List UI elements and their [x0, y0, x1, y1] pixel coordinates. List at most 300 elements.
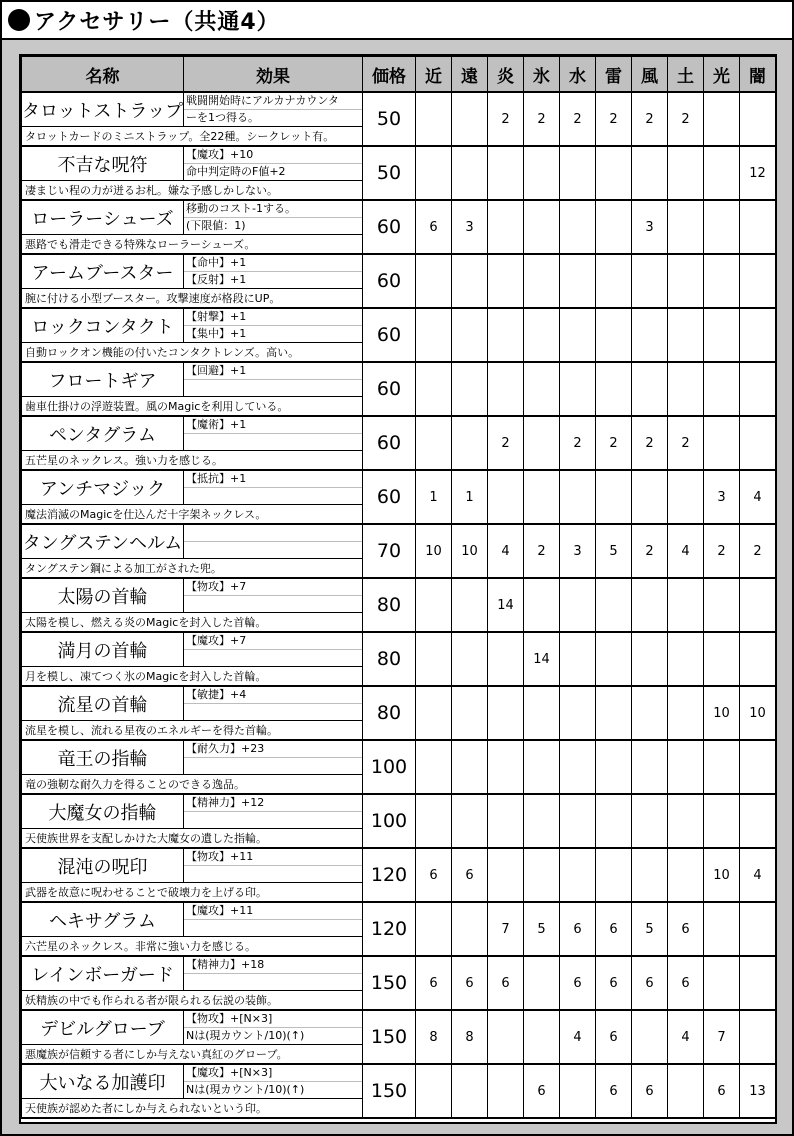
- resistance-value: [416, 416, 452, 470]
- resistance-value: 10: [704, 686, 740, 740]
- resistance-value: [704, 416, 740, 470]
- resistance-value: [632, 794, 668, 848]
- resistance-value: [596, 632, 632, 686]
- effect-line: [184, 649, 362, 666]
- item-price: 60: [363, 200, 416, 254]
- item-price: 120: [363, 902, 416, 956]
- resistance-value: [668, 794, 704, 848]
- table-row: [22, 578, 776, 613]
- resistance-value: 10: [416, 524, 452, 578]
- resistance-value: 4: [560, 1010, 596, 1064]
- resistance-value: [632, 308, 668, 362]
- item-effect: [184, 740, 363, 775]
- table-row: [22, 92, 776, 127]
- resistance-value: 6: [488, 956, 524, 1010]
- resistance-value: [704, 740, 740, 794]
- item-effect: [184, 200, 363, 235]
- effect-line: 【射撃】+1: [186, 310, 247, 323]
- item-effect: [184, 146, 363, 181]
- column-header: 闇: [740, 57, 776, 93]
- effect-line: 【物攻】+7: [186, 580, 247, 593]
- resistance-value: 3: [632, 200, 668, 254]
- resistance-value: [704, 578, 740, 632]
- resistance-value: [704, 902, 740, 956]
- resistance-value: 2: [488, 92, 524, 146]
- item-price: 80: [363, 578, 416, 632]
- resistance-value: 3: [560, 524, 596, 578]
- resistance-value: [740, 956, 776, 1010]
- table-row: [22, 200, 776, 235]
- accessory-table-panel: [19, 54, 777, 1124]
- effect-line: 【物攻】+[N×3]: [186, 1012, 273, 1025]
- item-name: フロートギア: [22, 362, 184, 397]
- resistance-value: 6: [416, 200, 452, 254]
- resistance-value: [596, 740, 632, 794]
- item-effect: [184, 92, 363, 127]
- resistance-value: 10: [704, 848, 740, 902]
- item-name: 太陽の首輪: [22, 578, 184, 613]
- effect-line: 【魔攻】+7: [186, 634, 247, 647]
- resistance-value: [596, 200, 632, 254]
- resistance-value: [668, 308, 704, 362]
- resistance-value: 2: [596, 92, 632, 146]
- effect-line: Nは(現カウント/10)(↑): [184, 1081, 362, 1098]
- item-effect: [184, 902, 363, 937]
- resistance-value: 6: [668, 902, 704, 956]
- effect-line: [184, 757, 362, 774]
- resistance-value: [560, 308, 596, 362]
- resistance-value: [452, 740, 488, 794]
- item-effect: [184, 308, 363, 343]
- item-name: 不吉な呪符: [22, 146, 184, 181]
- resistance-value: [632, 470, 668, 524]
- column-header: 光: [704, 57, 740, 93]
- resistance-value: 2: [560, 92, 596, 146]
- item-name: 大魔女の指輪: [22, 794, 184, 829]
- resistance-value: [704, 146, 740, 200]
- resistance-value: 4: [740, 848, 776, 902]
- resistance-value: [596, 146, 632, 200]
- item-name: タングステンヘルム: [22, 524, 184, 559]
- column-header: 価格: [363, 57, 416, 93]
- effect-line: (下限値：1): [184, 217, 362, 234]
- resistance-value: [632, 686, 668, 740]
- resistance-value: 3: [452, 200, 488, 254]
- resistance-value: [668, 1064, 704, 1118]
- resistance-value: [488, 254, 524, 308]
- header-row: [22, 57, 776, 93]
- bullet-icon: [8, 9, 30, 31]
- item-price: 120: [363, 848, 416, 902]
- resistance-value: [452, 578, 488, 632]
- resistance-value: 14: [524, 632, 560, 686]
- resistance-value: [524, 362, 560, 416]
- resistance-value: [632, 362, 668, 416]
- resistance-value: [488, 470, 524, 524]
- item-description: 六芒星のネックレス。非常に強い力を感じる。: [22, 937, 363, 957]
- resistance-value: [524, 956, 560, 1010]
- item-description: 流星を模し、流れる星夜のエネルギーを得た首輪。: [22, 721, 363, 741]
- effect-line: 【回避】+1: [186, 364, 247, 377]
- resistance-value: [740, 740, 776, 794]
- resistance-value: 1: [452, 470, 488, 524]
- resistance-value: 4: [740, 470, 776, 524]
- resistance-value: 6: [668, 956, 704, 1010]
- item-price: 60: [363, 254, 416, 308]
- item-effect: [184, 470, 363, 505]
- effect-line: [184, 865, 362, 882]
- item-effect: [184, 848, 363, 883]
- effect-line: [184, 541, 362, 558]
- resistance-value: [488, 1064, 524, 1118]
- item-price: 100: [363, 794, 416, 848]
- resistance-value: [560, 848, 596, 902]
- item-description: 凄まじい程の力が迸るお札。嫌な予感しかしない。: [22, 181, 363, 201]
- resistance-value: [452, 92, 488, 146]
- resistance-value: [668, 470, 704, 524]
- resistance-value: [704, 794, 740, 848]
- item-price: 150: [363, 1064, 416, 1118]
- table-row: [22, 1064, 776, 1099]
- resistance-value: 6: [452, 956, 488, 1010]
- resistance-value: [596, 686, 632, 740]
- resistance-value: [524, 578, 560, 632]
- resistance-value: [488, 362, 524, 416]
- resistance-value: 10: [740, 686, 776, 740]
- resistance-value: [632, 254, 668, 308]
- item-description: 歯車仕掛けの浮遊装置。風のMagicを利用している。: [22, 397, 363, 417]
- resistance-value: [668, 740, 704, 794]
- resistance-value: [668, 254, 704, 308]
- item-name: 竜王の指輪: [22, 740, 184, 775]
- item-effect: [184, 794, 363, 829]
- resistance-value: [452, 1064, 488, 1118]
- resistance-value: 2: [632, 92, 668, 146]
- column-header: 雷: [596, 57, 632, 93]
- effect-line: 【命中】+1: [186, 256, 247, 269]
- column-header: 遠: [452, 57, 488, 93]
- resistance-value: 8: [416, 1010, 452, 1064]
- item-effect: [184, 956, 363, 991]
- resistance-value: [524, 848, 560, 902]
- table-row: [22, 362, 776, 397]
- item-description: 太陽を模し、燃える炎のMagicを封入した首輪。: [22, 613, 363, 633]
- table-row: [22, 308, 776, 343]
- item-effect: [184, 1010, 363, 1045]
- resistance-value: [416, 254, 452, 308]
- resistance-value: [452, 902, 488, 956]
- item-description: 腕に付ける小型ブースター。攻撃速度が格段にUP。: [22, 289, 363, 309]
- resistance-value: [560, 740, 596, 794]
- resistance-value: [740, 308, 776, 362]
- effect-line: 移動のコスト-1する。: [186, 202, 296, 215]
- effect-line: 【精神力】+18: [186, 958, 265, 971]
- resistance-value: 2: [704, 524, 740, 578]
- resistance-value: 6: [632, 1064, 668, 1118]
- item-description: タングステン鋼による加工がされた兜。: [22, 559, 363, 579]
- column-header: 効果: [184, 57, 363, 93]
- item-description: 自動ロックオン機能の付いたコンタクトレンズ。高い。: [22, 343, 363, 363]
- item-effect: [184, 632, 363, 667]
- table-row: [22, 146, 776, 181]
- resistance-value: 13: [740, 1064, 776, 1118]
- item-price: 80: [363, 632, 416, 686]
- resistance-value: 6: [416, 848, 452, 902]
- resistance-value: [416, 794, 452, 848]
- resistance-value: 6: [560, 902, 596, 956]
- resistance-value: [596, 848, 632, 902]
- resistance-value: [560, 578, 596, 632]
- resistance-value: [740, 200, 776, 254]
- effect-line: 命中判定時のF値+2: [184, 163, 362, 180]
- item-description: タロットカードのミニストラップ。全22種。シークレット有。: [22, 127, 363, 147]
- resistance-value: 7: [704, 1010, 740, 1064]
- item-description: 天使族世界を支配しかけた大魔女の遺した指輪。: [22, 829, 363, 849]
- resistance-value: [740, 794, 776, 848]
- item-description: 妖精族の中でも作られる者が限られる伝説の装飾。: [22, 991, 363, 1011]
- item-name: アームブースター: [22, 254, 184, 289]
- resistance-value: 6: [596, 1010, 632, 1064]
- item-price: 60: [363, 362, 416, 416]
- resistance-value: [452, 794, 488, 848]
- resistance-value: [524, 740, 560, 794]
- resistance-value: [524, 1010, 560, 1064]
- item-effect: [184, 578, 363, 613]
- item-price: 80: [363, 686, 416, 740]
- item-name: タロットストラップ: [22, 92, 184, 127]
- resistance-value: [524, 308, 560, 362]
- item-effect: [184, 254, 363, 289]
- resistance-value: 2: [668, 92, 704, 146]
- item-name: ロックコンタクト: [22, 308, 184, 343]
- resistance-value: [560, 632, 596, 686]
- item-description: 悪路でも滑走できる特殊なローラーシューズ。: [22, 235, 363, 255]
- effect-line: [184, 525, 362, 541]
- item-description: 天使族が認めた者にしか与えられないという印。: [22, 1099, 363, 1119]
- table-row: [22, 1010, 776, 1045]
- resistance-value: 6: [596, 1064, 632, 1118]
- resistance-value: 4: [668, 524, 704, 578]
- effect-line: [184, 379, 362, 396]
- item-effect: [184, 686, 363, 721]
- resistance-value: [632, 578, 668, 632]
- resistance-value: [704, 254, 740, 308]
- resistance-value: 6: [452, 848, 488, 902]
- table-row: [22, 740, 776, 775]
- item-price: 150: [363, 956, 416, 1010]
- resistance-value: 7: [488, 902, 524, 956]
- resistance-value: [632, 632, 668, 686]
- resistance-value: [560, 686, 596, 740]
- resistance-value: 2: [668, 416, 704, 470]
- resistance-value: 6: [596, 956, 632, 1010]
- table-row: [22, 848, 776, 883]
- effect-line: 【耐久力】+23: [186, 742, 265, 755]
- table-row: [22, 686, 776, 721]
- resistance-value: [416, 362, 452, 416]
- resistance-value: 2: [632, 416, 668, 470]
- resistance-value: [452, 146, 488, 200]
- resistance-value: [452, 632, 488, 686]
- resistance-value: [596, 362, 632, 416]
- effect-line: [184, 433, 362, 450]
- resistance-value: [416, 632, 452, 686]
- resistance-value: [704, 200, 740, 254]
- resistance-value: [560, 1064, 596, 1118]
- resistance-value: [488, 200, 524, 254]
- resistance-value: [416, 578, 452, 632]
- effect-line: 【物攻】+11: [186, 850, 254, 863]
- item-description: 武器を故意に呪わせることで破壊力を上げる印。: [22, 883, 363, 903]
- column-header: 風: [632, 57, 668, 93]
- resistance-value: 8: [452, 1010, 488, 1064]
- resistance-value: 5: [596, 524, 632, 578]
- column-header: 土: [668, 57, 704, 93]
- resistance-value: [668, 146, 704, 200]
- table-row: [22, 794, 776, 829]
- item-effect: [184, 362, 363, 397]
- resistance-value: [704, 308, 740, 362]
- accessory-table: [21, 56, 776, 1119]
- resistance-value: [524, 794, 560, 848]
- effect-line: 【魔攻】+[N×3]: [186, 1066, 273, 1079]
- resistance-value: [488, 848, 524, 902]
- resistance-value: [524, 200, 560, 254]
- resistance-value: 6: [704, 1064, 740, 1118]
- resistance-value: [596, 794, 632, 848]
- resistance-value: 1: [416, 470, 452, 524]
- resistance-value: [668, 200, 704, 254]
- resistance-value: 4: [668, 1010, 704, 1064]
- item-name: 大いなる加護印: [22, 1064, 184, 1099]
- resistance-value: [416, 308, 452, 362]
- resistance-value: [488, 740, 524, 794]
- resistance-value: [452, 308, 488, 362]
- resistance-value: [452, 254, 488, 308]
- resistance-value: [560, 362, 596, 416]
- effect-line: 【集中】+1: [184, 325, 362, 342]
- effect-line: [184, 703, 362, 720]
- resistance-value: 6: [596, 902, 632, 956]
- effect-line: 【抵抗】+1: [186, 472, 247, 485]
- resistance-value: 2: [632, 524, 668, 578]
- resistance-value: [596, 578, 632, 632]
- resistance-value: 2: [524, 92, 560, 146]
- column-header: 水: [560, 57, 596, 93]
- resistance-value: [488, 794, 524, 848]
- item-name: アンチマジック: [22, 470, 184, 505]
- effect-line: 【反射】+1: [184, 271, 362, 288]
- item-description: 竜の強靭な耐久力を得ることのできる逸品。: [22, 775, 363, 795]
- table-row: [22, 416, 776, 451]
- resistance-value: 3: [704, 470, 740, 524]
- resistance-value: [560, 200, 596, 254]
- resistance-value: [740, 632, 776, 686]
- effect-line: [184, 811, 362, 828]
- resistance-value: 2: [524, 524, 560, 578]
- resistance-value: [560, 794, 596, 848]
- item-price: 60: [363, 308, 416, 362]
- effect-line: 【魔術】+1: [186, 418, 247, 431]
- resistance-value: [416, 1064, 452, 1118]
- resistance-value: [704, 92, 740, 146]
- resistance-value: [740, 902, 776, 956]
- item-price: 50: [363, 92, 416, 146]
- item-price: 60: [363, 470, 416, 524]
- resistance-value: [416, 92, 452, 146]
- resistance-value: [668, 848, 704, 902]
- item-name: デビルグローブ: [22, 1010, 184, 1045]
- resistance-value: [524, 146, 560, 200]
- resistance-value: [596, 470, 632, 524]
- item-price: 60: [363, 416, 416, 470]
- resistance-value: [740, 362, 776, 416]
- resistance-value: [596, 254, 632, 308]
- effect-line: 【魔攻】+11: [186, 904, 254, 917]
- item-description: 悪魔族が信頼する者にしか与えない真紅のグローブ。: [22, 1045, 363, 1065]
- effect-line: 【精神力】+12: [186, 796, 265, 809]
- item-description: 魔法消滅のMagicを仕込んだ十字架ネックレス。: [22, 505, 363, 525]
- resistance-value: [668, 632, 704, 686]
- effect-line: 【魔攻】+10: [186, 148, 254, 161]
- effect-line: [184, 595, 362, 612]
- item-price: 50: [363, 146, 416, 200]
- resistance-value: [668, 686, 704, 740]
- title-bar: [2, 2, 792, 40]
- resistance-value: [740, 416, 776, 470]
- resistance-value: [632, 1010, 668, 1064]
- resistance-value: [740, 578, 776, 632]
- resistance-value: [668, 362, 704, 416]
- resistance-value: [704, 956, 740, 1010]
- table-row: [22, 632, 776, 667]
- resistance-value: [632, 848, 668, 902]
- effect-line: ーを1つ得る。: [184, 109, 362, 126]
- resistance-value: [452, 362, 488, 416]
- effect-line: 【敏捷】+4: [186, 688, 247, 701]
- effect-line: [184, 919, 362, 936]
- resistance-value: 4: [488, 524, 524, 578]
- resistance-value: 2: [488, 416, 524, 470]
- resistance-value: [524, 470, 560, 524]
- resistance-value: [560, 146, 596, 200]
- table-row: [22, 524, 776, 559]
- resistance-value: [668, 578, 704, 632]
- resistance-value: [632, 740, 668, 794]
- resistance-value: [416, 146, 452, 200]
- resistance-value: 6: [632, 956, 668, 1010]
- resistance-value: [740, 92, 776, 146]
- resistance-value: 2: [740, 524, 776, 578]
- resistance-value: [488, 146, 524, 200]
- item-description: 五芒星のネックレス。強い力を感じる。: [22, 451, 363, 471]
- page-title: アクセサリー（共通4）: [34, 9, 280, 35]
- item-name: レインボーガード: [22, 956, 184, 991]
- resistance-value: 10: [452, 524, 488, 578]
- resistance-value: 5: [632, 902, 668, 956]
- resistance-value: [704, 632, 740, 686]
- column-header: 炎: [488, 57, 524, 93]
- effect-line: 戦闘開始時にアルカナカウンタ: [186, 94, 339, 107]
- resistance-value: 2: [596, 416, 632, 470]
- resistance-value: 6: [524, 1064, 560, 1118]
- item-name: ヘキサグラム: [22, 902, 184, 937]
- item-name: 満月の首輪: [22, 632, 184, 667]
- resistance-value: [524, 686, 560, 740]
- resistance-value: [740, 254, 776, 308]
- resistance-value: [488, 308, 524, 362]
- resistance-value: 12: [740, 146, 776, 200]
